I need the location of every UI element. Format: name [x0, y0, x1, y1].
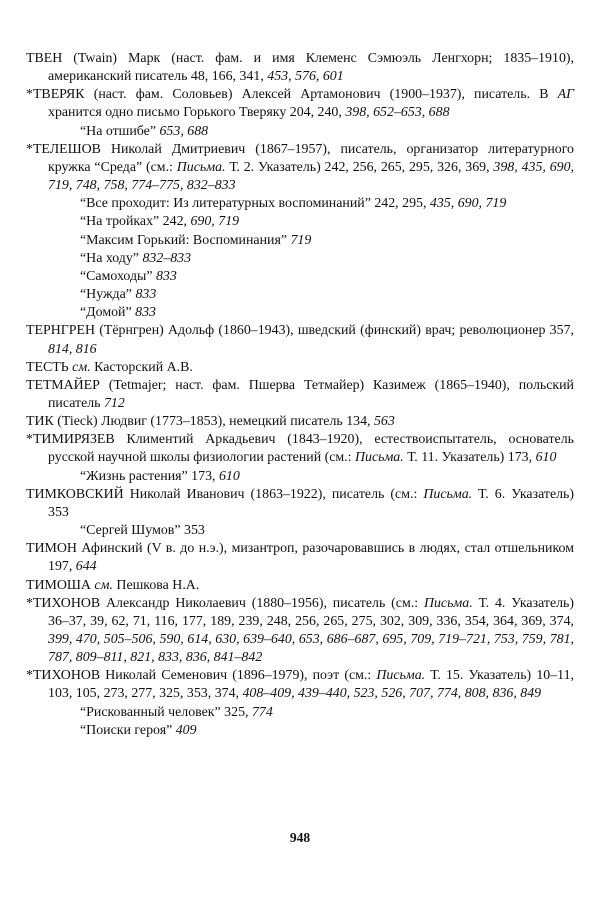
- italic-segment: 644: [75, 559, 97, 575]
- index-entry: [26, 486, 574, 522]
- italic-segment: 408–409, 439–440, 523, 526, 707, 774, 808, 836, 849: [242, 686, 542, 702]
- text-segment: “На тройках” 242,: [80, 214, 191, 230]
- text-segment: “Максим Горький: Воспоминания”: [80, 232, 291, 248]
- italic-segment: АГ: [557, 87, 574, 103]
- index-subentry: [26, 704, 574, 722]
- italic-segment: Письма.: [423, 595, 473, 611]
- index-subentry: [26, 522, 574, 540]
- italic-segment: см.: [94, 577, 113, 593]
- text-segment: ТИМОША: [26, 577, 95, 593]
- text-segment: Т. 4. Указатель) 36–37, 39, 62, 71, 116, 177, 189, 239, 248, 256, 265, 275, 302, 309, 336, 354, 364, 369, 374,: [48, 595, 574, 629]
- text-segment: “На ходу”: [80, 250, 143, 266]
- text-segment: “Жизнь растения” 173,: [80, 468, 219, 484]
- text-segment: “Сергей Шумов” 353: [80, 523, 205, 539]
- text-segment: “Поиски героя”: [80, 722, 176, 738]
- index-subentry: [26, 304, 574, 322]
- text-segment: хранится одно письмо Горького Тверяку 204, 240,: [48, 105, 346, 121]
- text-segment: ТВЕН (Twain) Марк (наст. фам. и имя Клеменс Сэмюэль Ленгхорн; 1835–1910), американский писатель 48, 166, 341,: [26, 51, 574, 85]
- text-segment: Пешкова Н.А.: [112, 577, 200, 593]
- index-entry: [26, 86, 574, 122]
- index-subentry: [26, 268, 574, 286]
- text-segment: ТИК (Tieck) Людвиг (1773–1853), немецкий писатель 134,: [26, 414, 374, 430]
- text-segment: *ТИХОНОВ Александр Николаевич (1880–1956), писатель (см.:: [26, 595, 424, 611]
- index-entry: [26, 577, 574, 595]
- italic-segment: 435, 690, 719: [429, 196, 507, 212]
- text-segment: Т. 6. Указатель) 353: [48, 486, 574, 520]
- italic-segment: 719: [290, 232, 312, 248]
- text-segment: *ТЕЛЕШОВ Николай Дмитриевич (1867–1957), писатель, организатор литературного кружка “Среда” (см.:: [26, 141, 574, 175]
- italic-segment: Письма.: [423, 486, 473, 502]
- italic-segment: 712: [103, 395, 125, 411]
- italic-segment: 398, 652–653, 688: [345, 105, 450, 121]
- text-segment: *ТИХОНОВ Николай Семенович (1896–1979), поэт (см.:: [26, 668, 377, 684]
- italic-segment: 409: [175, 722, 197, 738]
- index-subentry: [26, 250, 574, 268]
- index-entry: [26, 377, 574, 413]
- text-segment: Т. 11. Указатель) 173,: [403, 450, 536, 466]
- index-subentry: [26, 195, 574, 213]
- italic-segment: 774: [251, 704, 273, 720]
- italic-segment: 833: [155, 268, 177, 284]
- index-subentry: [26, 123, 574, 141]
- italic-segment: 563: [373, 414, 395, 430]
- italic-segment: 832–833: [142, 250, 192, 266]
- text-segment: ТИМКОВСКИЙ Николай Иванович (1863–1922), писатель (см.:: [26, 486, 424, 502]
- text-segment: ТИМОН Афинский (V в. до н.э.), мизантроп, разочаровавшись в людях, стал отшельником 197,: [26, 541, 574, 575]
- index-subentry: [26, 213, 574, 231]
- text-segment: ТЕРНГРЕН (Тёрнгрен) Адольф (1860–1943), шведский (финский) врач; революционер 357,: [26, 323, 574, 339]
- text-segment: Т. 2. Указатель) 242, 256, 265, 295, 326, 369,: [225, 159, 494, 175]
- text-segment: ТЕСТЬ: [26, 359, 73, 375]
- index-entry: [26, 667, 574, 703]
- index-entry: [26, 359, 574, 377]
- index-entry: [26, 413, 574, 431]
- index-entry: [26, 540, 574, 576]
- italic-segment: 814, 816: [48, 341, 97, 357]
- index-subentry: [26, 468, 574, 486]
- index-subentry: [26, 286, 574, 304]
- text-segment: Касторский А.В.: [90, 359, 193, 375]
- text-segment: “Самоходы”: [80, 268, 156, 284]
- index-entry: [26, 141, 574, 195]
- italic-segment: 653, 688: [159, 123, 209, 139]
- index-entry: [26, 595, 574, 668]
- italic-segment: 398, 435, 690, 719, 748, 758, 774–775, 832–833: [48, 159, 574, 194]
- index-entry: [26, 50, 574, 86]
- italic-segment: 833: [135, 305, 156, 321]
- italic-segment: 610: [535, 450, 557, 466]
- text-segment: “Все проходит: Из литературных воспоминаний” 242, 295,: [80, 196, 430, 212]
- index-subentry: [26, 232, 574, 250]
- page-number: 948: [289, 830, 311, 845]
- text-segment: *ТИМИРЯЗЕВ Климентий Аркадьевич (1843–1920), естествоиспытатель, основатель русской научной школы физиологии растений (см.:: [26, 432, 574, 466]
- italic-segment: 690, 719: [190, 214, 240, 230]
- italic-segment: 453, 576, 601: [267, 69, 344, 85]
- text-segment: “На отшибе”: [80, 123, 160, 139]
- italic-segment: Письма.: [376, 668, 426, 684]
- index-subentry: [26, 722, 574, 740]
- text-segment: “Рискованный человек” 325,: [80, 704, 252, 720]
- text-segment: “Домой”: [80, 305, 136, 321]
- italic-segment: 610: [218, 468, 240, 484]
- index-entry: [26, 322, 574, 358]
- italic-segment: 399, 470, 505–506, 590, 614, 630, 639–640, 653, 686–687, 695, 709, 719–721, 753, 759, 781, 787, 809–811, 821, 833, 836, 841–842: [48, 632, 574, 666]
- italic-segment: Письма.: [176, 159, 226, 175]
- index-page-body: [26, 50, 574, 740]
- italic-segment: см.: [72, 359, 91, 375]
- text-segment: *ТВЕРЯК (наст. фам. Соловьев) Алексей Артамонович (1900–1937), писатель. В: [26, 87, 558, 103]
- text-segment: Т. 15. Указатель) 10–11, 103, 105, 273, 277, 325, 353, 374,: [48, 668, 574, 702]
- text-segment: “Нужда”: [80, 287, 136, 303]
- index-entry: [26, 431, 574, 467]
- text-segment: ТЕТМАЙЕР (Tetmajer; наст. фам. Пшерва Тетмайер) Казимеж (1865–1940), польский писатель: [26, 377, 574, 411]
- italic-segment: 833: [135, 287, 157, 303]
- italic-segment: Письма.: [354, 450, 404, 466]
